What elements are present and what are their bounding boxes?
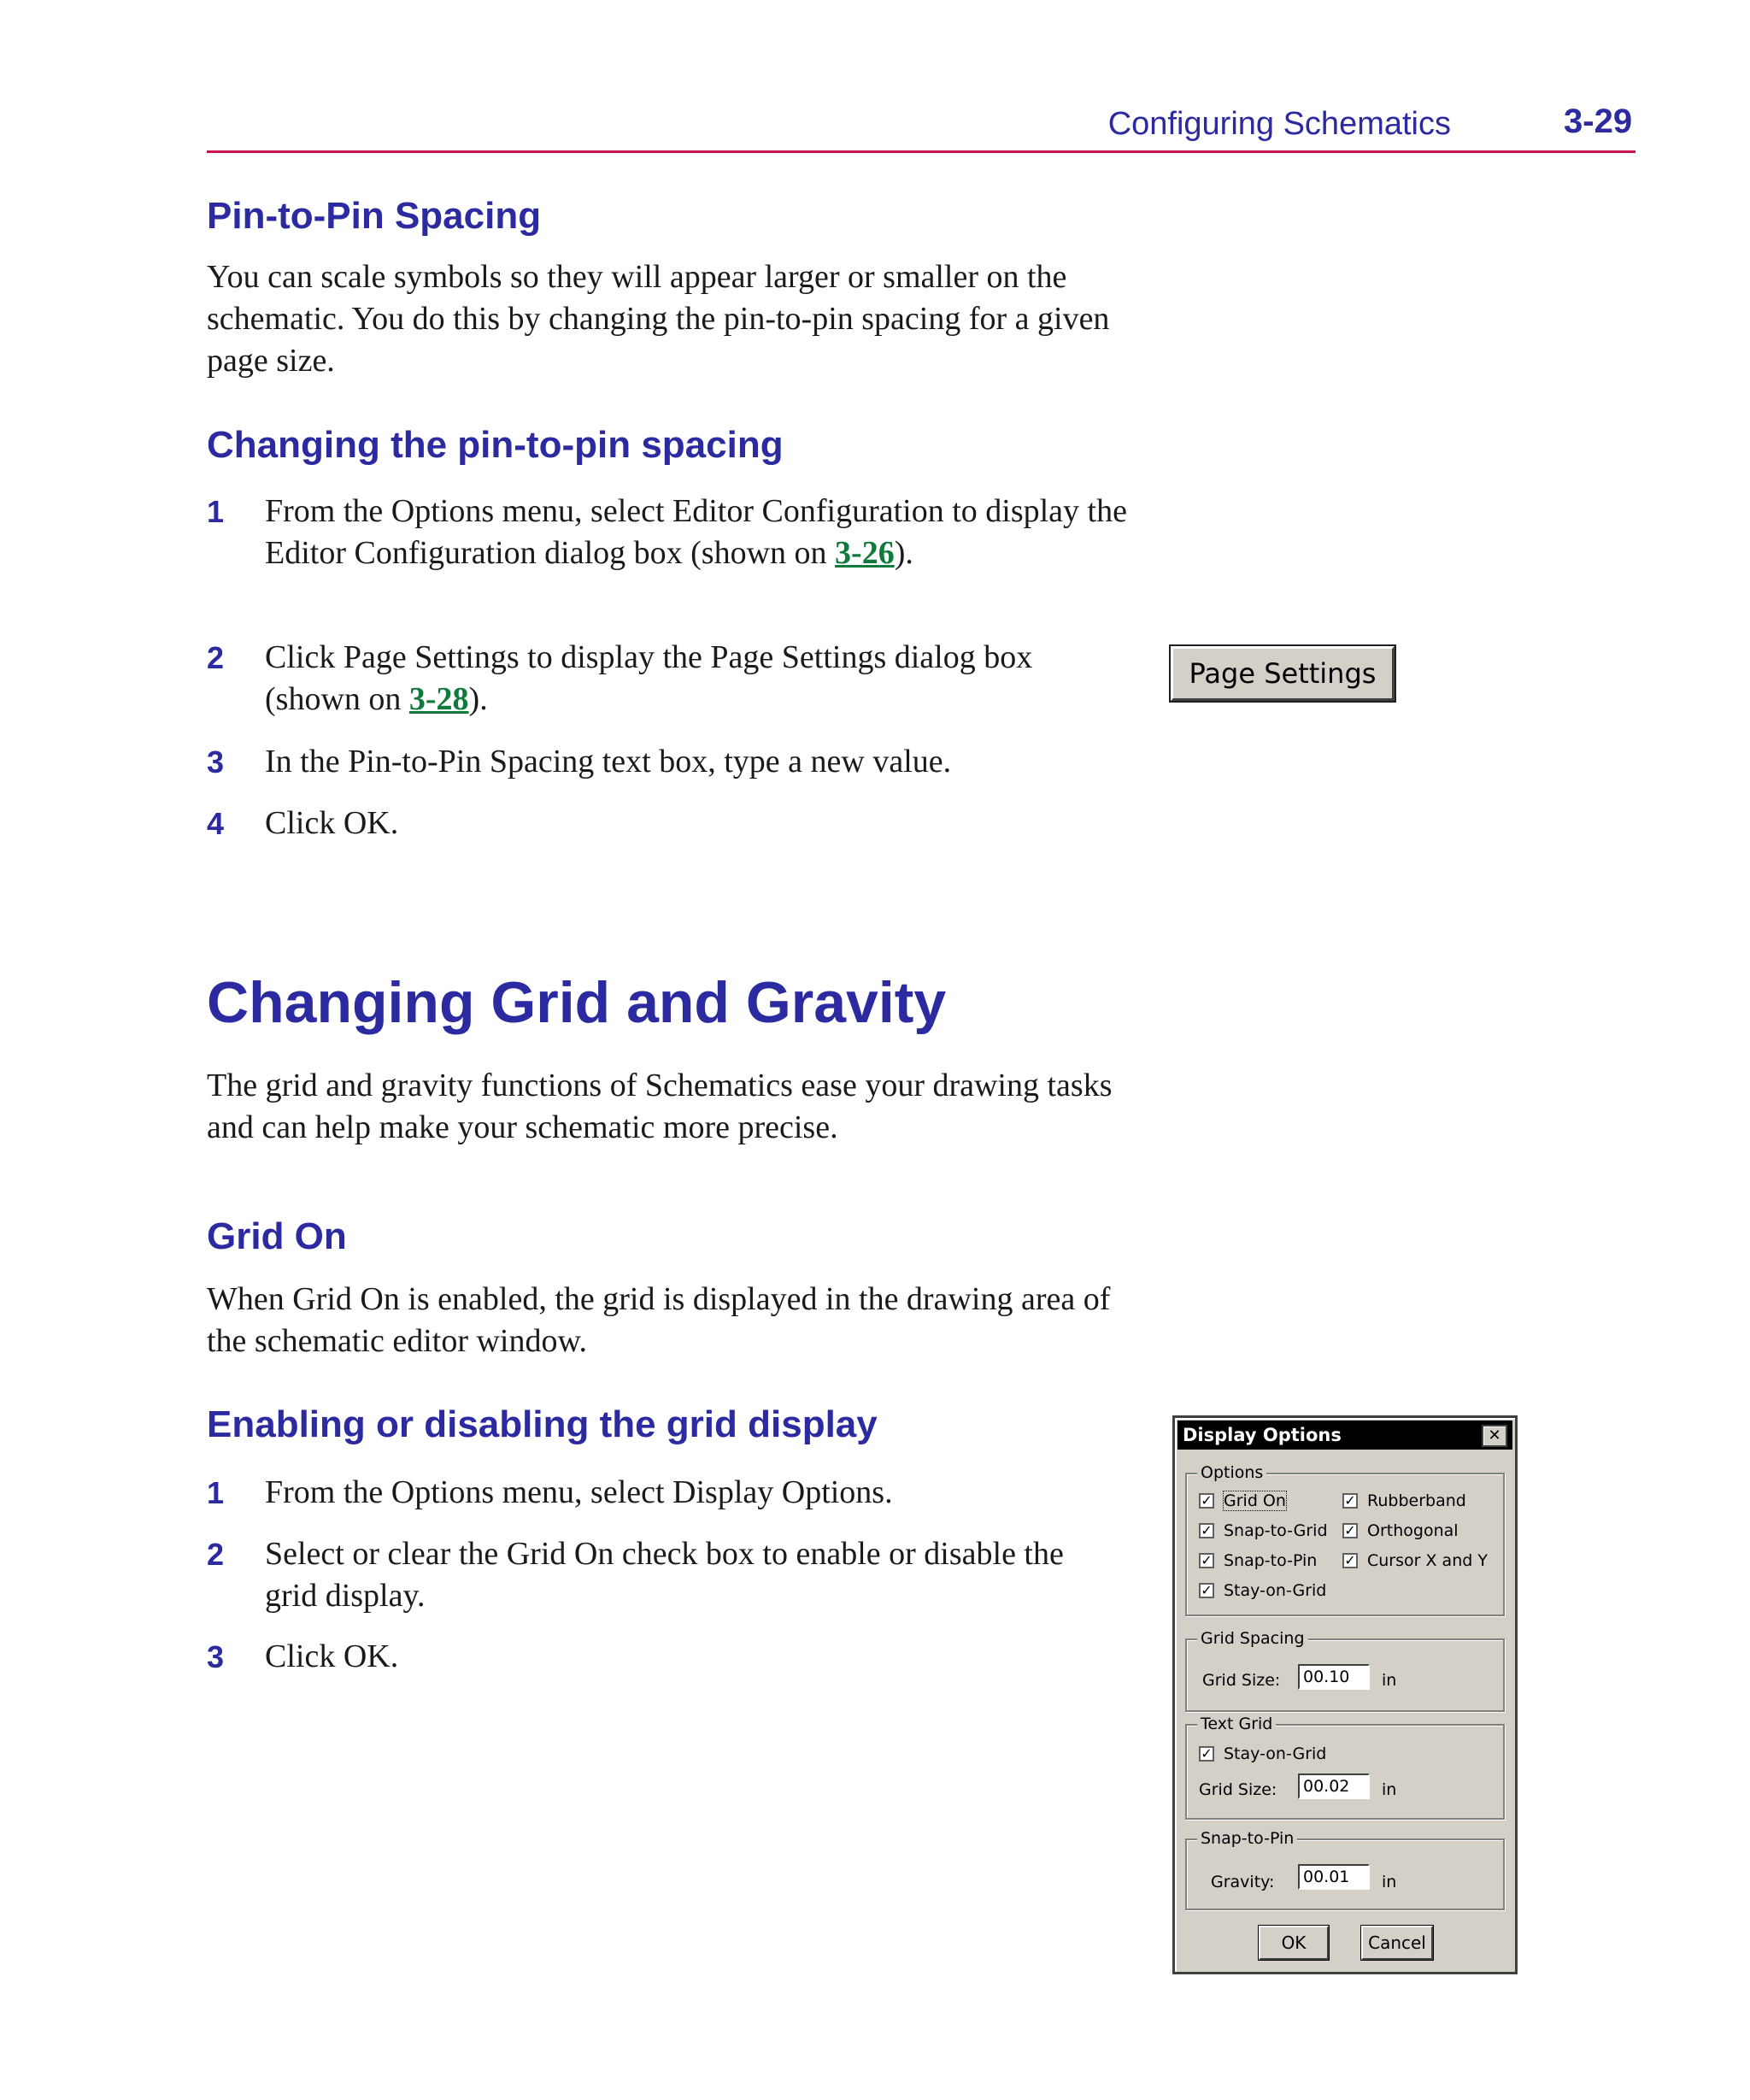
checkbox-check-icon: ✓: [1342, 1493, 1358, 1509]
checkbox-check-icon: ✓: [1199, 1493, 1214, 1509]
chapter-heading-grid-gravity: Changing Grid and Gravity: [207, 970, 947, 1035]
step-text: In the Pin-to-Pin Spacing text box, type a new value.: [265, 744, 952, 779]
step-text: Select or clear the Grid On check box to enable or disable the grid display.: [265, 1536, 1064, 1614]
checkbox-label: Stay-on-Grid: [1224, 1581, 1327, 1600]
field-label: Grid Size:: [1199, 1780, 1277, 1799]
text-grid-size-input[interactable]: 00.02: [1298, 1774, 1370, 1799]
page-settings-button[interactable]: Page Settings: [1171, 646, 1395, 701]
unit-label: in: [1382, 1780, 1397, 1799]
rubberband-checkbox[interactable]: [1342, 1491, 1466, 1510]
step-item: [207, 1636, 1130, 1678]
checkbox-check-icon: ✓: [1199, 1746, 1214, 1762]
step-text: Click Page Settings to display the Page Settings dialog box (shown on: [265, 639, 1033, 717]
step-text: From the Options menu, select Display Options.: [265, 1474, 893, 1510]
step-text: From the Options menu, select Editor Configuration to display the Editor Configuration dialog box (shown on: [265, 493, 1127, 571]
checkbox-check-icon: ✓: [1342, 1553, 1358, 1568]
text-stay-on-grid-checkbox[interactable]: [1199, 1744, 1326, 1763]
section-body-grid-gravity: The grid and gravity functions of Schematics ease your drawing tasks and can help make your schematic more precise.: [207, 1068, 1113, 1145]
step-number: 3: [207, 744, 225, 779]
step-item: [207, 741, 1130, 783]
grid-size-input[interactable]: 00.10: [1298, 1664, 1370, 1690]
step-number: 3: [207, 1639, 225, 1674]
dialog-title-bar: [1177, 1421, 1512, 1450]
checkbox-label: Snap-to-Pin: [1224, 1551, 1318, 1570]
grid-spacing-group: [1185, 1629, 1505, 1712]
step-text-tail: ).: [468, 681, 488, 717]
stay-on-grid-checkbox[interactable]: [1199, 1581, 1326, 1600]
cursor-xy-checkbox[interactable]: [1342, 1551, 1488, 1570]
step-text: Click OK.: [265, 1638, 399, 1674]
step-number: 4: [207, 806, 225, 841]
checkbox-label: Orthogonal: [1367, 1521, 1459, 1540]
running-header-title: Configuring Schematics: [1107, 106, 1451, 142]
group-label: Options: [1197, 1462, 1266, 1483]
grid-on-checkbox[interactable]: [1199, 1491, 1286, 1510]
unit-label: in: [1382, 1671, 1397, 1690]
checkbox-label: Snap-to-Grid: [1224, 1521, 1328, 1540]
header-rule: [207, 150, 1635, 153]
step-number: 1: [207, 494, 225, 529]
checkbox-check-icon: ✓: [1199, 1583, 1214, 1598]
checkbox-check-icon: ✓: [1342, 1523, 1358, 1538]
text-grid-group: [1185, 1715, 1505, 1820]
checkbox-label: Cursor X and Y: [1367, 1551, 1488, 1570]
step-item: [207, 1472, 1130, 1514]
group-label: Snap-to-Pin: [1197, 1828, 1297, 1849]
checkbox-check-icon: ✓: [1199, 1523, 1214, 1538]
step-number: 2: [207, 1537, 225, 1572]
group-label: Grid Spacing: [1197, 1628, 1308, 1649]
section-heading-pin-to-pin: Pin-to-Pin Spacing: [207, 195, 542, 237]
cancel-button[interactable]: Cancel: [1361, 1926, 1433, 1960]
close-icon[interactable]: ✕: [1482, 1425, 1507, 1447]
gravity-input[interactable]: 00.01: [1298, 1864, 1370, 1890]
section-body-grid-on: When Grid On is enabled, the grid is displayed in the drawing area of the schematic editor window.: [207, 1281, 1111, 1359]
cross-reference-link[interactable]: 3-26: [835, 535, 895, 571]
group-label: Text Grid: [1197, 1714, 1276, 1734]
snap-to-pin-group: [1185, 1829, 1505, 1910]
ok-button[interactable]: OK: [1259, 1926, 1329, 1960]
checkbox-check-icon: ✓: [1199, 1553, 1214, 1568]
field-label: Gravity:: [1211, 1873, 1275, 1891]
step-text: Click OK.: [265, 805, 399, 841]
procedure-heading-grid-display: Enabling or disabling the grid display: [207, 1403, 878, 1445]
field-label: Grid Size:: [1202, 1671, 1281, 1690]
page-number: 3-29: [1564, 103, 1633, 140]
snap-to-grid-checkbox[interactable]: [1199, 1521, 1328, 1540]
step-number: 1: [207, 1475, 225, 1510]
orthogonal-checkbox[interactable]: [1342, 1521, 1459, 1540]
step-number: 2: [207, 640, 225, 675]
step-item: [207, 637, 1130, 721]
section-heading-grid-on: Grid On: [207, 1215, 347, 1257]
step-item: [207, 803, 1130, 844]
step-text-tail: ).: [894, 535, 913, 571]
display-options-dialog: [1172, 1415, 1518, 1974]
unit-label: in: [1382, 1873, 1397, 1891]
step-item: [207, 491, 1130, 574]
cross-reference-link[interactable]: 3-28: [408, 681, 469, 717]
checkbox-label: Rubberband: [1367, 1491, 1466, 1510]
options-group: [1185, 1463, 1505, 1616]
step-item: [207, 1533, 1130, 1617]
snap-to-pin-checkbox[interactable]: [1199, 1551, 1317, 1570]
checkbox-label: Grid On: [1224, 1491, 1286, 1510]
section-body-pin-to-pin: You can scale symbols so they will appear larger or smaller on the schematic. You do this by changing the pin-to-pin spacing for a given page size.: [207, 259, 1110, 379]
dialog-title: Display Options: [1183, 1425, 1342, 1445]
procedure-heading-pin-spacing: Changing the pin-to-pin spacing: [207, 424, 784, 466]
checkbox-label: Stay-on-Grid: [1224, 1744, 1327, 1763]
